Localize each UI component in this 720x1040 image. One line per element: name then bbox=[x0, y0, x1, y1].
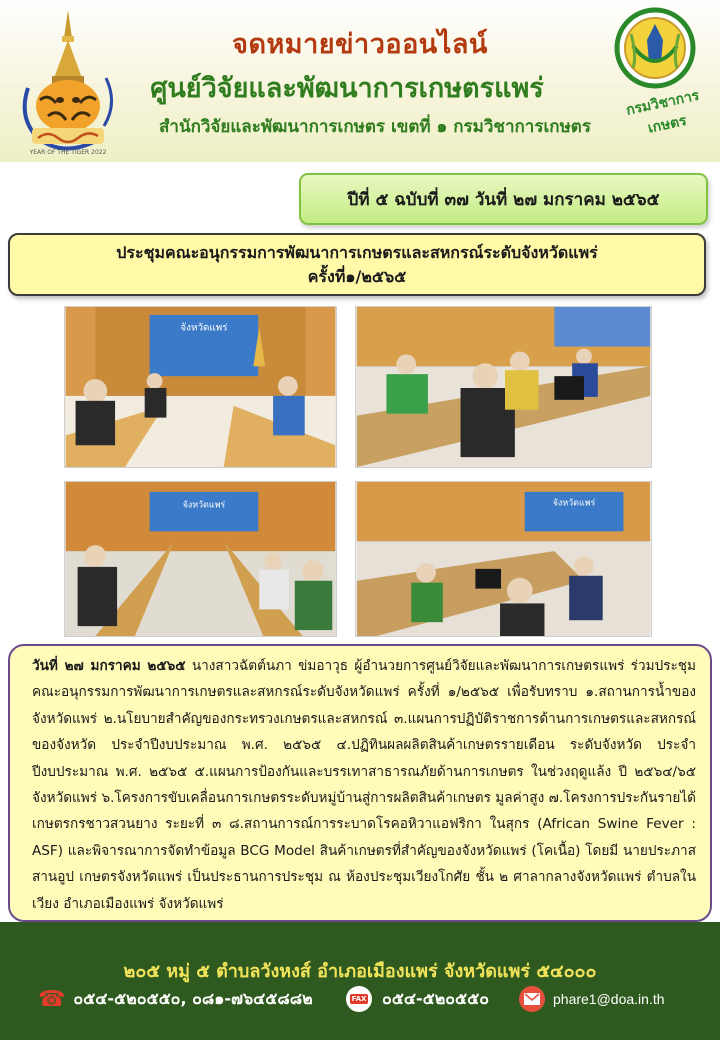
meeting-photo-2 bbox=[355, 306, 652, 468]
headline bbox=[8, 233, 706, 296]
address: ๒๐๕ หมู่ ๕ ตำบลวังหงส์ อำเภอเมืองแพร่ จังหวัดแพร่ ๕๔๐๐๐ bbox=[123, 961, 597, 982]
newsletter-title: จดหมายข่าวออนไลน์ bbox=[232, 29, 488, 60]
meeting-photo-1 bbox=[64, 306, 337, 468]
news-body-text: นางสาวฉัตต์นภา ข่มอาวุธ ผู้อำนวยการศูนย์วิจัยและพัฒนาการเกษตรแพร่ ร่วมประชุมคณะอนุกรรมการพัฒนาการเกษตรและสหกรณ์ระดับจังหวัดแพร่ ครั้งที่ ๑/๒๕๖๕ เพื่อรับทราบ ๑.สถานการน้ำของจังหวัดแพร่ ๒.นโยบายสำคัญของกระทรวงเกษตรและสหกรณ์ ๓.แผนการปฏิบัติราชการด้านการเกษตรและสหกรณ์ของจังหวัด ประจำปีงบประมาณ พ.ศ. ๒๕๖๕ ๔.ปฏิทินผลผลิตสินค้าเกษตรรายเดือน ระดับจังหวัด ประจำปีงบประมาณ พ.ศ. ๒๕๖๕ ๕.แผนการป้องกันและบรรเทาสาธารณภัยด้านการเกษตร ในช่วงฤดูแล้ง ปี ๒๕๖๔/๖๕ จังหวัดแพร่ ๖.โครงการขับเคลื่อนการเกษตรระดับหมู่บ้านสู่การผลิตสินค้าเกษตร มูลค่าสูง ๗.โครงการประกันรายได้เกษตรกรชาวสวนยาง ระยะที่ ๓ ๘.สถานการณ์การระบาดโรคอหิวาแอฟริกา ในสุกร (African Swine Fever : ASF) และพิจารณาการจัดทำข้อมูล BCG Model สินค้าเกษตรที่สำคัญของจังหวัดแพร่ (โคเนื้อ) โดยมี นายประภาส สานอูป เกษตรจังหวัดแพร่ เป็นประธานการประชุม ณ ห้องประชุมเวียงโกศัย ชั้น ๒ ศาลากลางจังหวัดแพร่ ตำบลในเวียง อำเภอเมืองแพร่ จังหวัดแพร่ bbox=[32, 658, 696, 912]
mail-icon bbox=[519, 986, 545, 1012]
fax-contact bbox=[346, 986, 489, 1012]
tiger-year-logo bbox=[18, 8, 118, 158]
phone-numbers: ๐๕๔-๕๒๐๕๕๐, ๐๘๑-๗๖๔๕๘๘๒ bbox=[73, 988, 313, 1008]
fax-number: ๐๕๔-๕๒๐๕๕๐ bbox=[382, 988, 490, 1008]
phone-contact bbox=[38, 986, 313, 1012]
email-link[interactable]: phare1@doa.in.th bbox=[553, 991, 665, 1007]
fax-icon bbox=[346, 986, 372, 1012]
doa-logo-text: กรมวิชาการเกษตร bbox=[624, 87, 701, 137]
meeting-photo-3 bbox=[64, 481, 337, 637]
meeting-photo-4 bbox=[355, 481, 652, 637]
fax-icon-label: FAX bbox=[351, 995, 367, 1003]
issue-info: ปีที่ ๕ ฉบับที่ ๓๗ วันที่ ๒๗ มกราคม ๒๕๖๕ bbox=[299, 173, 708, 225]
photo-4-banner: จังหวัดแพร่ bbox=[552, 498, 596, 509]
left-logo-label: YEAR OF THE TIGER 2022 bbox=[29, 149, 107, 156]
phone-icon: ☎ bbox=[38, 986, 66, 1012]
email-contact bbox=[519, 986, 665, 1012]
news-body bbox=[8, 644, 712, 922]
photo-1-banner: จังหวัดแพร่ bbox=[180, 322, 228, 334]
photo-3-banner: จังหวัดแพร่ bbox=[182, 500, 226, 511]
news-date-lead: วันที่ ๒๗ มกราคม ๒๕๖๕ bbox=[32, 658, 186, 674]
center-name: ศูนย์วิจัยและพัฒนาการเกษตรแพร่ bbox=[150, 73, 544, 104]
office-name: สำนักวิจัยและพัฒนาการเกษตร เขตที่ ๑ กรมวิชาการเกษตร bbox=[159, 117, 591, 137]
footer bbox=[0, 922, 720, 1040]
headline-line-2: ครั้งที่๑/๒๕๖๕ bbox=[307, 267, 407, 286]
headline-line-1: ประชุมคณะอนุกรรมการพัฒนาการเกษตรและสหกรณ์ระดับจังหวัดแพร่ bbox=[116, 243, 598, 262]
header bbox=[0, 0, 720, 162]
